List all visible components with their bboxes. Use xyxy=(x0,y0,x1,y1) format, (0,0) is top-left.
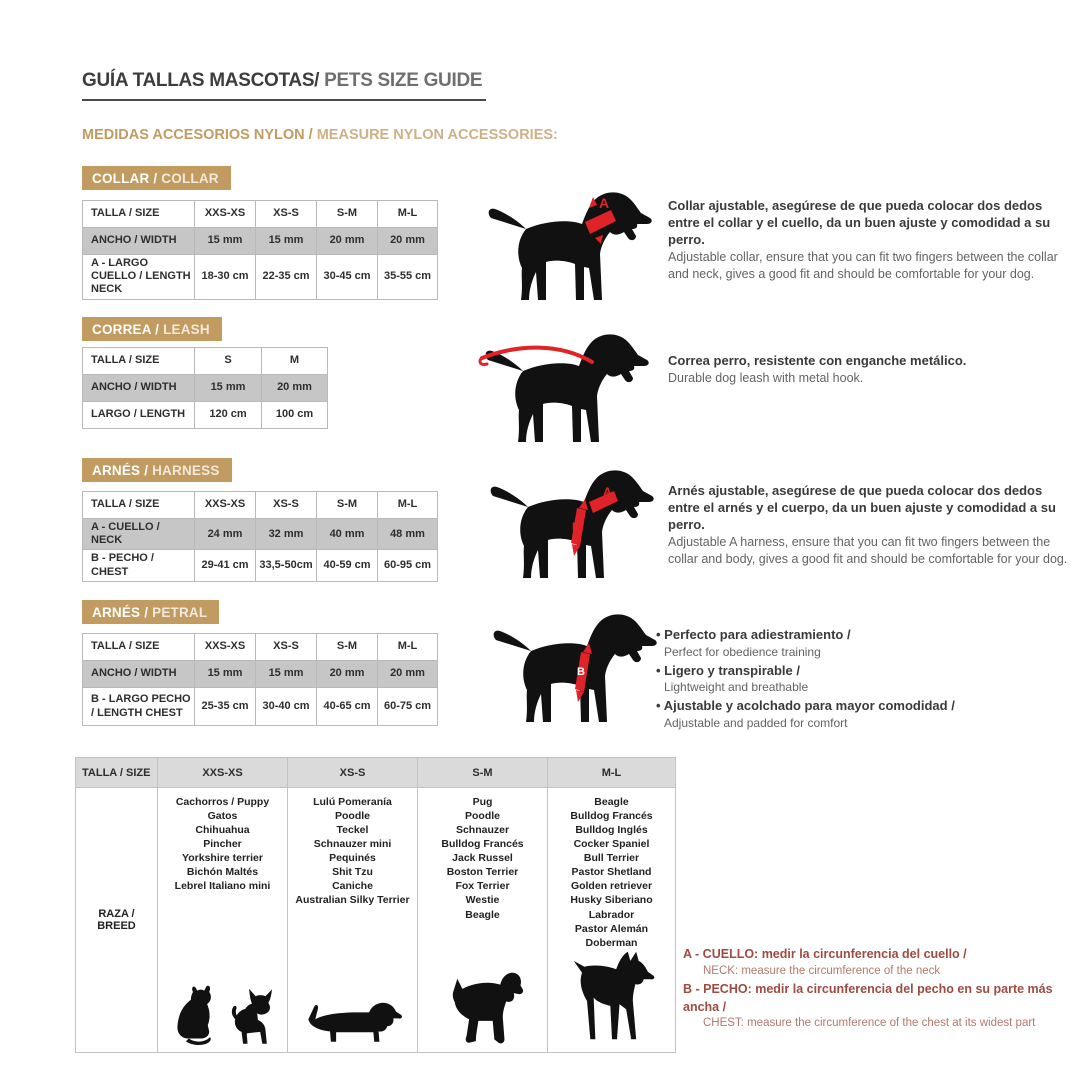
table-cell: 60-75 cm xyxy=(378,688,438,726)
leash-size-table xyxy=(82,347,328,429)
breed-size-table xyxy=(75,757,676,1053)
breed-header-cell: XS-S xyxy=(288,758,418,788)
table-cell: 18-30 cm xyxy=(195,255,256,300)
table-header-cell: M-L xyxy=(378,634,438,661)
dog-petral-illustration xyxy=(488,610,663,735)
page-title-es: GUÍA TALLAS MASCOTAS/ xyxy=(82,70,320,91)
dachshund-silhouette-icon xyxy=(303,995,403,1047)
table-cell: 22-35 cm xyxy=(256,255,317,300)
page-title-en: PETS SIZE GUIDE xyxy=(319,70,483,91)
section-badge-petral: ARNÉS / PETRAL xyxy=(82,600,219,624)
breed-header-cell: S-M xyxy=(418,758,548,788)
breed-cell-s-m: Pug Poodle Schnauzer Bulldog Francés Jack Russel Boston Terrier Fox Terrier Westie Beagle xyxy=(418,788,548,1053)
table-row-label: ANCHO / WIDTH xyxy=(83,661,195,688)
petral-marker-b: B xyxy=(577,666,585,678)
table-cell: 25-35 cm xyxy=(195,688,256,726)
table-cell: 30-45 cm xyxy=(317,255,378,300)
table-header-cell: XXS-XS xyxy=(195,634,256,661)
table-cell: 15 mm xyxy=(256,228,317,255)
table-cell: 15 mm xyxy=(195,228,256,255)
note-pecho: B - PECHO: medir la circunferencia del pecho en su parte más ancha / xyxy=(683,982,1053,1014)
table-header-cell: S-M xyxy=(317,201,378,228)
table-cell: 48 mm xyxy=(378,519,438,550)
table-header-cell: XXS-XS xyxy=(195,201,256,228)
breed-row-label-cell: RAZA / BREED xyxy=(76,788,158,1053)
table-cell: 40-59 cm xyxy=(317,550,378,581)
table-cell: 32 mm xyxy=(256,519,317,550)
collar-description: Collar ajustable, asegúrese de que pueda colocar dos dedos entre el collar y el cuello, da un buen ajuste y comodidad a su perro. Adjustable collar, ensure that you can fit two fingers between the collar and neck, gives a good fit and should be comfortable for your dog. xyxy=(668,198,1058,281)
breed-cell-xxs-xs: Cachorros / Puppy Gatos Chihuahua Pincher Yorkshire terrier Bichón Maltés Lebrel Italiano mini xyxy=(158,788,288,1053)
page-subtitle-es: MEDIDAS ACCESORIOS NYLON / xyxy=(82,127,317,143)
table-cell: 20 mm xyxy=(262,375,328,402)
table-cell: 29-41 cm xyxy=(195,550,256,581)
table-header-cell: S-M xyxy=(317,492,378,519)
section-badge-leash: CORREA / LEASH xyxy=(82,317,222,341)
table-cell: 20 mm xyxy=(378,661,438,688)
table-header-cell: S-M xyxy=(317,634,378,661)
page-title xyxy=(82,70,486,101)
page-subtitle-en: MEASURE NYLON ACCESSORIES: xyxy=(316,127,558,143)
table-header-cell: M-L xyxy=(378,201,438,228)
schnauzer-silhouette-icon xyxy=(443,967,523,1047)
table-header-cell: XS-S xyxy=(256,201,317,228)
petral-size-table xyxy=(82,633,438,726)
table-cell: 15 mm xyxy=(195,375,262,402)
breed-header-cell: XXS-XS xyxy=(158,758,288,788)
cat-silhouette-icon xyxy=(171,985,215,1047)
table-row-label: ANCHO / WIDTH xyxy=(83,375,195,402)
table-cell: 33,5-50cm xyxy=(256,550,317,581)
harness-marker-a: A xyxy=(603,485,612,499)
dog-leash-illustration xyxy=(470,330,655,455)
table-row-label: B - PECHO / CHEST xyxy=(83,550,195,581)
table-header-cell: TALLA / SIZE xyxy=(83,348,195,375)
table-cell: 40-65 cm xyxy=(317,688,378,726)
table-header-cell: M xyxy=(262,348,328,375)
petral-features: • Perfecto para adiestramiento / Perfect for obedience training • Ligero y transpirable / Lightweight and breathable • Ajustable y acolchado para mayor comodidad / Adjustable and padded for comfort xyxy=(656,626,1068,733)
page-subtitle xyxy=(82,127,558,143)
leash-description: Correa perro, resistente con enganche metálico. Durable dog leash with metal hook. xyxy=(668,353,967,386)
table-header-cell: M-L xyxy=(378,492,438,519)
note-cuello: A - CUELLO: medir la circunferencia del cuello / xyxy=(683,947,967,961)
breed-header-cell: M-L xyxy=(548,758,676,788)
table-row-label: B - LARGO PECHO / LENGTH CHEST xyxy=(83,688,195,726)
table-row-label: A - CUELLO / NECK xyxy=(83,519,195,550)
table-cell: 40 mm xyxy=(317,519,378,550)
doberman-silhouette-icon xyxy=(567,949,657,1047)
breed-cell-m-l: Beagle Bulldog Francés Bulldog Inglés Cocker Spaniel Bull Terrier Pastor Shetland Golden retriever Husky Siberiano Labrador Pastor Alemán Doberman xyxy=(548,788,676,1053)
table-row-label: ANCHO / WIDTH xyxy=(83,228,195,255)
table-cell: 100 cm xyxy=(262,402,328,429)
table-row-label: A - LARGO CUELLO / LENGTH NECK xyxy=(83,255,195,300)
collar-size-table xyxy=(82,200,438,300)
table-header-cell: XS-S xyxy=(256,492,317,519)
table-header-cell: XXS-XS xyxy=(195,492,256,519)
table-cell: 30-40 cm xyxy=(256,688,317,726)
table-header-cell: S xyxy=(195,348,262,375)
table-row-label: LARGO / LENGTH xyxy=(83,402,195,429)
collar-marker-a: A xyxy=(599,195,610,211)
table-cell: 20 mm xyxy=(317,228,378,255)
table-header-cell: XS-S xyxy=(256,634,317,661)
table-header-cell: TALLA / SIZE xyxy=(83,201,195,228)
table-cell: 35-55 cm xyxy=(378,255,438,300)
table-cell: 20 mm xyxy=(378,228,438,255)
table-header-cell: TALLA / SIZE xyxy=(83,634,195,661)
dog-harness-illustration xyxy=(485,466,660,591)
table-cell: 24 mm xyxy=(195,519,256,550)
harness-description: Arnés ajustable, asegúrese de que pueda colocar dos dedos entre el arnés y el cuerpo, da un buen ajuste y comodidad a su perro. Adjustable A harness, ensure that you can fit two fingers between the collar and body, gives a good fit and should be comfortable for your dog. xyxy=(668,483,1068,566)
harness-marker-b: B xyxy=(572,520,581,534)
chihuahua-silhouette-icon xyxy=(223,987,275,1047)
table-cell: 15 mm xyxy=(195,661,256,688)
breed-header-cell: TALLA / SIZE xyxy=(76,758,158,788)
table-cell: 120 cm xyxy=(195,402,262,429)
table-cell: 20 mm xyxy=(317,661,378,688)
harness-size-table xyxy=(82,491,438,582)
measurement-notes: A - CUELLO: medir la circunferencia del cuello / NECK: measure the circumference of the neck B - PECHO: medir la circunferencia del pecho en su parte más ancha / CHEST: measure the circumference of the chest at its widest part xyxy=(683,946,1075,1034)
table-cell: 15 mm xyxy=(256,661,317,688)
section-badge-harness: ARNÉS / HARNESS xyxy=(82,458,232,482)
section-badge-collar: COLLAR / COLLAR xyxy=(82,166,231,190)
dog-collar-illustration xyxy=(483,188,658,313)
table-header-cell: TALLA / SIZE xyxy=(83,492,195,519)
breed-cell-xs-s: Lulú Pomeranía Poodle Teckel Schnauzer mini Pequinés Shit Tzu Caniche Australian Silky Terrier xyxy=(288,788,418,1053)
table-cell: 60-95 cm xyxy=(378,550,438,581)
